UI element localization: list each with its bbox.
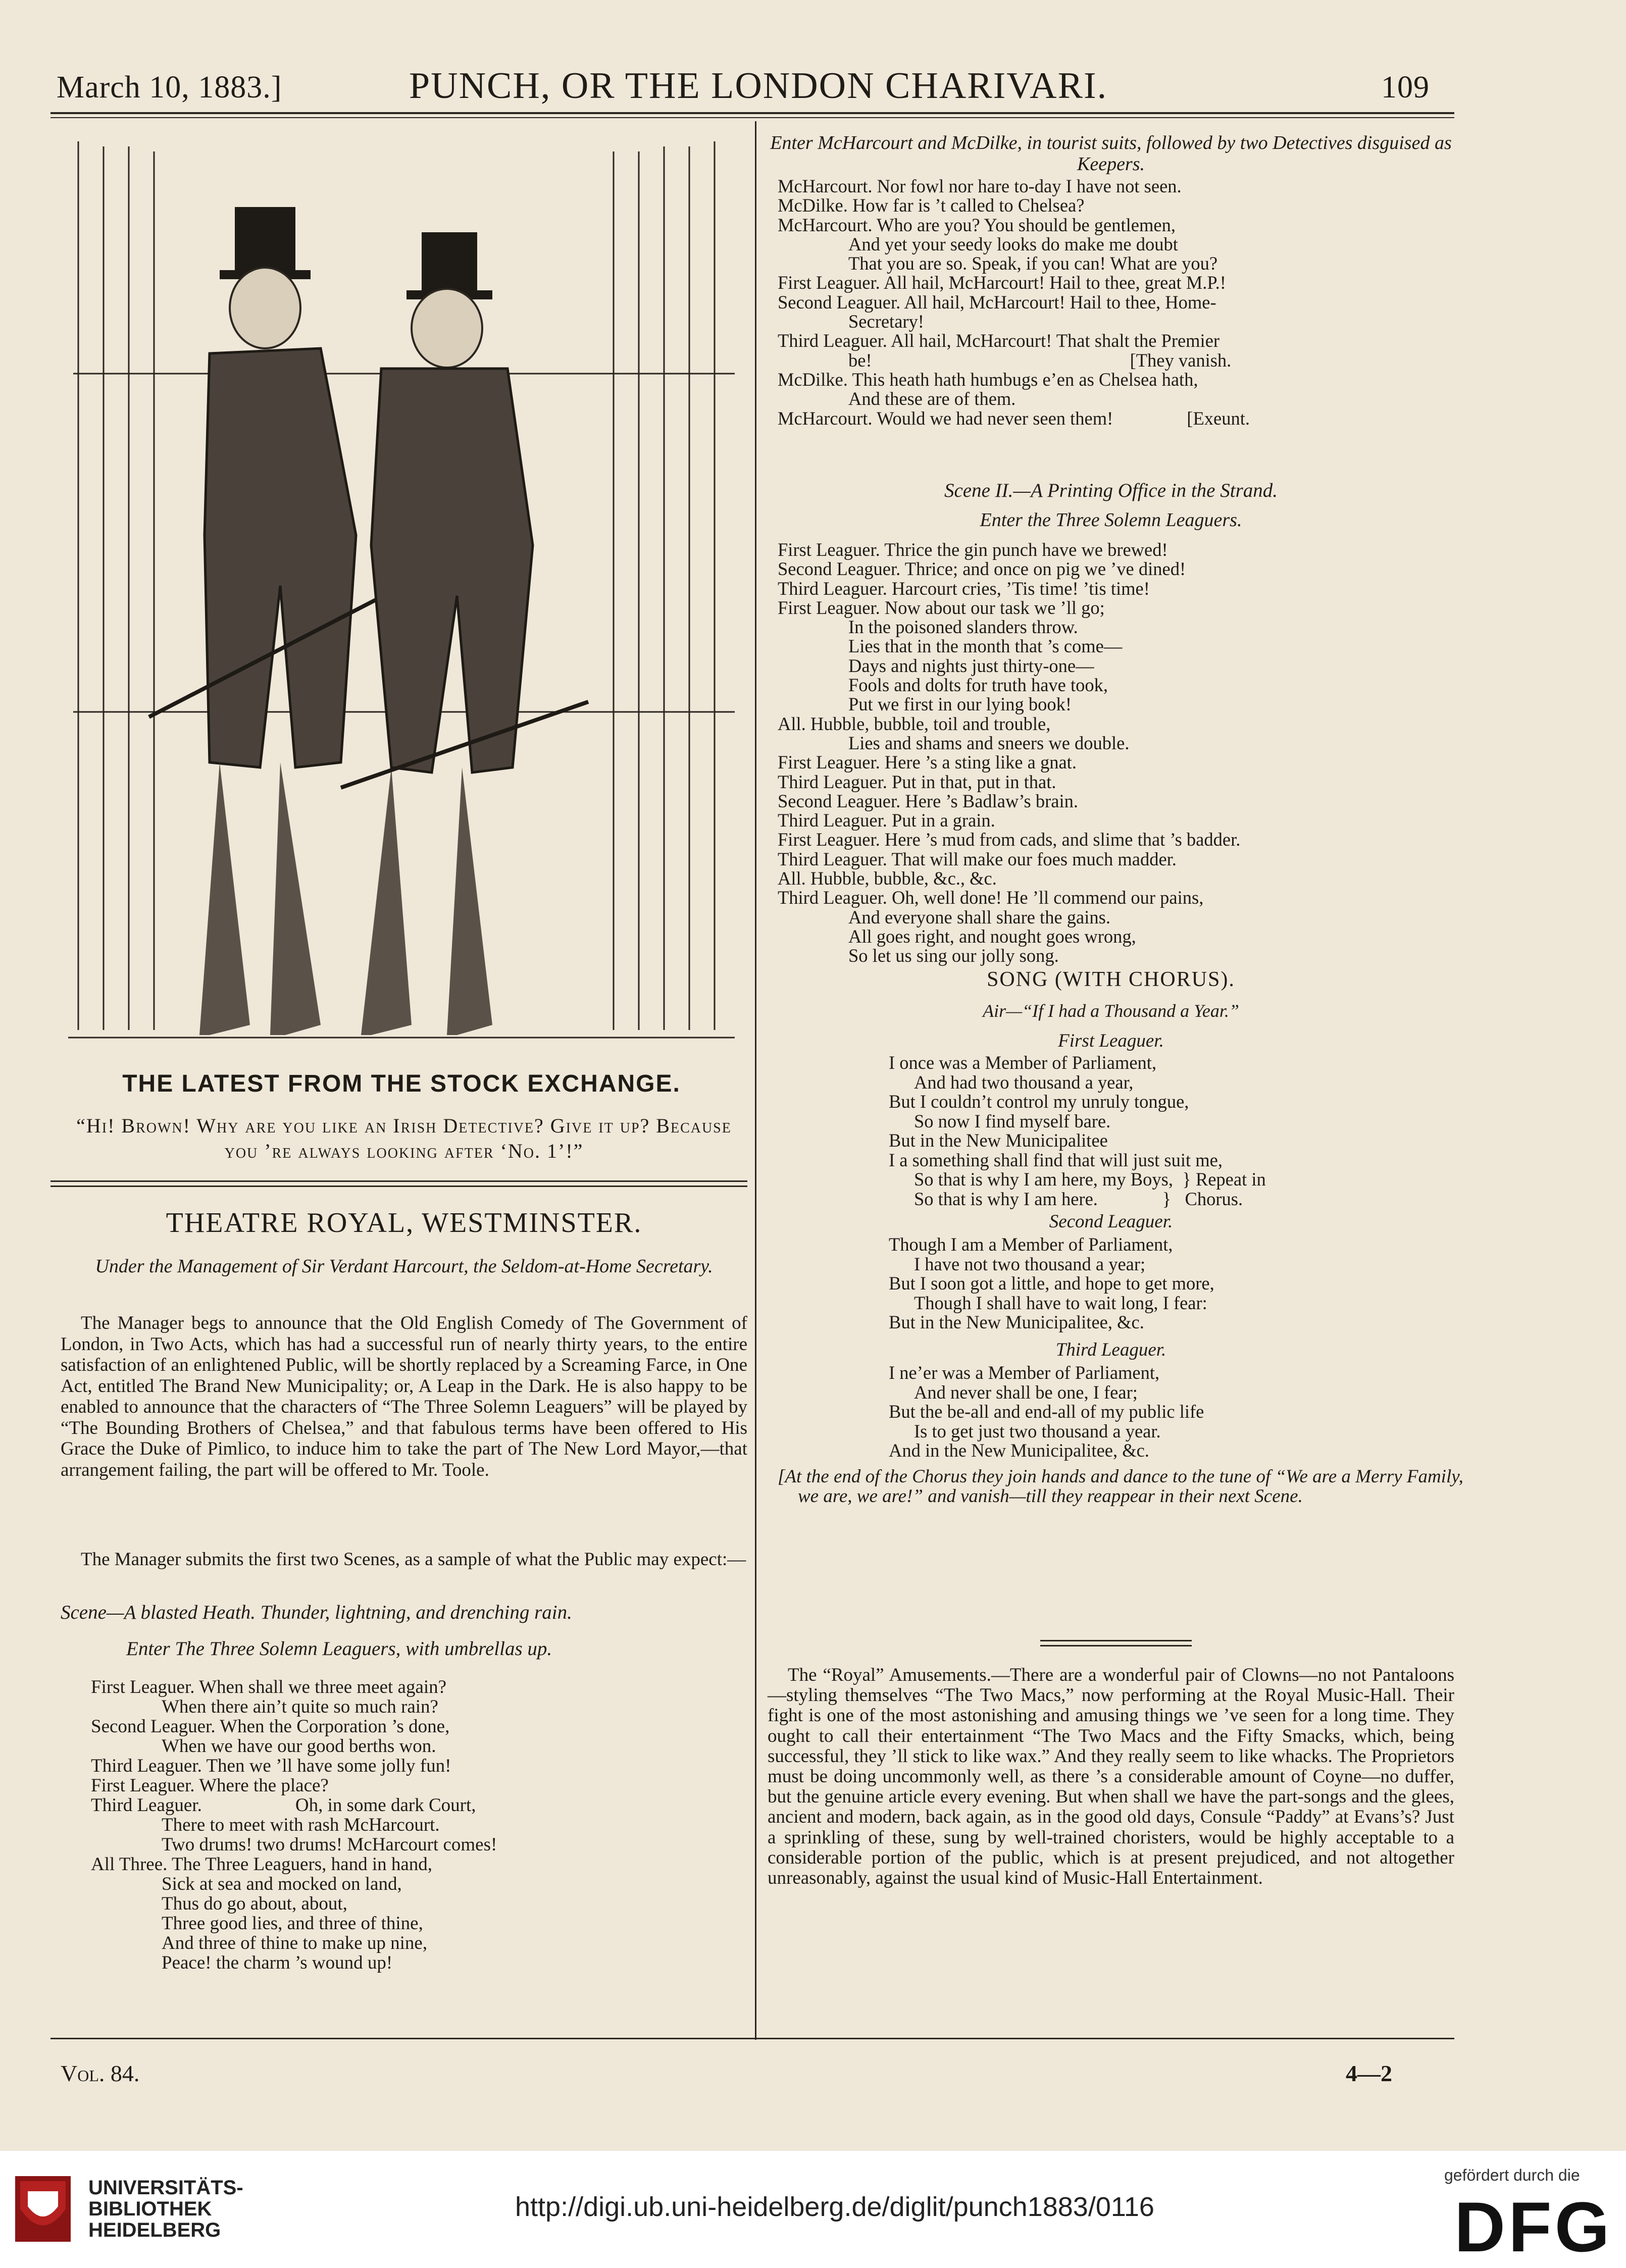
- cartoon-illustration: [58, 131, 745, 1070]
- verse-line: But I couldn’t control my unruly tongue,: [889, 1091, 1189, 1112]
- song-third-leaguer-heading: Third Leaguer.: [1055, 1339, 1166, 1360]
- verse-line: Second Leaguer. Here ’s Badlaw’s brain.: [778, 790, 1078, 811]
- verse-line: And never shall be one, I fear;: [914, 1381, 1138, 1403]
- verse-line: Fools and dolts for truth have took,: [848, 675, 1108, 696]
- song-first-leaguer-heading: First Leaguer.: [1058, 1030, 1164, 1051]
- verse-line: All. Hubble, bubble, toil and trouble,: [778, 713, 1051, 734]
- verse-line: When there ain’t quite so much rain?: [162, 1696, 438, 1717]
- scene2-enter: Enter the Three Solemn Leaguers.: [980, 509, 1242, 531]
- funder-label: gefördert durch die: [1444, 2166, 1580, 2184]
- funder-logo: DFG: [1454, 2187, 1613, 2266]
- verse-line: I a something shall find that will just suit me,: [889, 1149, 1223, 1170]
- header-rule-thin: [50, 117, 1454, 118]
- verse-line: So that is why I am here, my Boys, } Repeat in: [914, 1169, 1266, 1190]
- verse-line: McDilke. How far is ’t called to Chelsea?: [778, 195, 1085, 216]
- verse-line: So that is why I am here. } Chorus.: [914, 1188, 1243, 1209]
- verse-line: Third Leaguer. Oh, well done! He ’ll commend our pains,: [778, 887, 1204, 908]
- verse-line: And in the New Municipalitee, &c.: [889, 1440, 1149, 1461]
- verse-line: Third Leaguer. Then we ’ll have some jolly fun!: [91, 1756, 451, 1776]
- song-air: Air—“If I had a Thousand a Year.”: [983, 1001, 1239, 1021]
- verse-line: Lies and shams and sneers we double.: [848, 732, 1130, 753]
- verse-line: Thus do go about, about,: [162, 1893, 347, 1914]
- verse-line: Three good lies, and three of thine,: [162, 1913, 423, 1934]
- stage-direction: [At the end of the Chorus they join hands and dance to the tune of “We are a Merry Family, we are, we are!” and vanish—till they reappear in their next Scene.: [778, 1466, 1463, 1507]
- verse-line: Two drums! two drums! McHarcourt comes!: [162, 1834, 497, 1855]
- verse-line: Third Leaguer. Put in a grain.: [778, 810, 995, 831]
- verse-line: First Leaguer. Here ’s a sting like a gnat.: [778, 752, 1077, 773]
- royal-amusements: The “Royal” Amusements.—There are a wonderful pair of Clowns—no not Pantaloons—styling themselves “The Two Macs,” now performing at the Royal Music-Hall. Their fight is one of the most astonishing and amusing things we ’ve seen for a long time. They ought to call their entertainment “The Two Macs and the Fifty Smacks, which, being successful, they ’ll stick to like wax.” And they really seem to like whacks. The Proprietors must be doing uncommonly well, as there ’s a considerable amount of Coyne—no duffer, but the genuine article every evening. But when shall we have the part-songs and the glees, ancient and modern, back again, as in the good old days, Consule “Paddy” at Evans’s? Just a sprinkling of these, sung by well-trained choristers, would be highly acceptable to a considerable portion of the public, which is at present prejudiced, and not altogether unreasonably, against the usual kind of Music-Hall Entertainment.: [768, 1665, 1454, 1889]
- section-rule-2: [50, 1185, 747, 1187]
- theatre-management: Under the Management of Sir Verdant Harcourt, the Seldom-at-Home Secretary.: [95, 1256, 713, 1277]
- verse-line: Third Leaguer. That will make our foes much madder.: [778, 848, 1177, 869]
- short-rule-2: [1040, 1645, 1192, 1646]
- verse-line: I ne’er was a Member of Parliament,: [889, 1362, 1160, 1383]
- verse-line: And yet your seedy looks do make me doubt: [848, 233, 1178, 254]
- verse-line: And these are of them.: [848, 388, 1016, 409]
- song-verse-1: [889, 1053, 1454, 1209]
- short-rule: [1040, 1640, 1192, 1641]
- verse-line: All goes right, and nought goes wrong,: [848, 925, 1136, 947]
- verse-line: First Leaguer. Thrice the gin punch have we brewed!: [778, 539, 1168, 560]
- verse-line: Third Leaguer. Harcourt cries, ’Tis time! ’tis time!: [778, 578, 1150, 599]
- verse-line: Put we first in our lying book!: [848, 694, 1072, 715]
- verse-line: Peace! the charm ’s wound up!: [162, 1952, 393, 1973]
- scene1-dialogue: [91, 1677, 742, 1973]
- verse-line: be! [They vanish.: [848, 349, 1232, 371]
- verse-line: Though I am a Member of Parliament,: [889, 1234, 1173, 1255]
- verse-line: Though I shall have to wait long, I fear:: [914, 1292, 1207, 1313]
- theatre-title: THEATRE ROYAL, WESTMINSTER.: [166, 1207, 642, 1239]
- verse-line: McHarcourt. Who are you? You should be gentlemen,: [778, 214, 1176, 235]
- university-seal-icon: [10, 2171, 76, 2247]
- verse-line: When we have our good berths won.: [162, 1736, 436, 1757]
- song-second-leaguer-heading: Second Leaguer.: [1049, 1211, 1173, 1232]
- header-rule: [50, 112, 1454, 114]
- cartoon-caption-text: “Hi! Brown! Why are you like an Irish Detective? Give it up? Because you ’re always looking after ‘No. 1’!”: [76, 1114, 732, 1162]
- verse-line: So now I find myself bare.: [914, 1110, 1111, 1131]
- verse-line: In the poisoned slanders throw.: [848, 616, 1078, 638]
- cartoon-caption-title: THE LATEST FROM THE STOCK EXCHANGE.: [122, 1070, 681, 1097]
- verse-line: But in the New Municipalitee: [889, 1130, 1108, 1151]
- verse-line: I once was a Member of Parliament,: [889, 1052, 1157, 1073]
- verse-line: And three of thine to make up nine,: [162, 1933, 428, 1953]
- verse-line: First Leaguer. Here ’s mud from cads, and slime that ’s badder.: [778, 829, 1241, 850]
- verse-line: Lies that in the month that ’s come—: [848, 636, 1123, 657]
- footer-rule: [50, 2038, 1454, 2039]
- verse-line: Third Leaguer. All hail, McHarcourt! That shalt the Premier: [778, 330, 1220, 351]
- verse-line: Sick at sea and mocked on land,: [162, 1874, 402, 1894]
- song-verse-3: [889, 1363, 1454, 1461]
- verse-line: First Leaguer. Where the place?: [91, 1775, 329, 1796]
- column-divider: [755, 121, 756, 2040]
- verse-line: But in the New Municipalitee, &c.: [889, 1312, 1144, 1332]
- section-rule: [50, 1180, 747, 1182]
- scene2-heading: Scene II.—A Printing Office in the Strand.: [944, 480, 1278, 501]
- verse-line: Days and nights just thirty-one—: [848, 655, 1094, 676]
- theatre-submits: The Manager submits the first two Scenes, as a sample of what the Public may expect:—: [81, 1549, 746, 1570]
- footer-volume: Vol. 84.: [61, 2060, 140, 2086]
- header-page-number: 109: [1381, 70, 1430, 105]
- verse-line: Secretary!: [848, 311, 924, 332]
- verse-line: All. Hubble, bubble, &c., &c.: [778, 868, 997, 889]
- theatre-announcement: The Manager begs to announce that the Old English Comedy of The Government of London, in Two Acts, which has had a successful run of nearly thirty years, to the entire satisfaction of an enlightened Public, will be shortly replaced by a Screaming Farce, in One Act, entitled The Brand New Municipality; or, A Leap in the Dark. He is also happy to be enabled to announce that the characters of “The Three Solemn Leaguers” will be played by “The Bounding Brothers of Chelsea,” and that fabulous terms have been offered to His Grace the Duke of Pimlico, to induce him to take the part of The New Lord Mayor,—that arrangement failing, the part will be offered to Mr. Toole.: [61, 1313, 747, 1480]
- verse-line: So let us sing our jolly song.: [848, 945, 1059, 966]
- library-name: UNIVERSITÄTS- BIBLIOTHEK HEIDELBERG: [88, 2177, 243, 2241]
- right-dialogue-2: [778, 540, 1454, 966]
- scene1-heading: Scene—A blasted Heath. Thunder, lightning, and drenching rain.: [61, 1602, 572, 1623]
- right-enter1: Enter McHarcourt and McDilke, in tourist suits, followed by two Detectives disguised as Keepers.: [770, 132, 1452, 175]
- verse-line: Third Leaguer. Put in that, put in that.: [778, 771, 1056, 792]
- verse-line: Second Leaguer. When the Corporation ’s done,: [91, 1716, 450, 1737]
- verse-line: First Leaguer. Now about our task we ’ll go;: [778, 597, 1105, 618]
- verse-line: But the be-all and end-all of my public life: [889, 1401, 1204, 1422]
- verse-line: McDilke. This heath hath humbugs e’en as Chelsea hath,: [778, 369, 1198, 390]
- header-date: March 10, 1883.]: [57, 70, 282, 105]
- verse-line: But I soon got a little, and hope to get more,: [889, 1273, 1214, 1294]
- verse-line: First Leaguer. When shall we three meet again?: [91, 1677, 447, 1697]
- verse-line: And had two thousand a year,: [914, 1071, 1134, 1093]
- verse-line: Third Leaguer. Oh, in some dark Court,: [91, 1795, 476, 1816]
- verse-line: There to meet with rash McHarcourt.: [162, 1815, 440, 1835]
- song-verse-2: [889, 1235, 1454, 1332]
- verse-line: I have not two thousand a year;: [914, 1253, 1146, 1274]
- verse-line: Is to get just two thousand a year.: [914, 1420, 1161, 1441]
- right-dialogue-1: [778, 177, 1454, 428]
- verse-line: McHarcourt. Would we had never seen them! [Exeunt.: [778, 407, 1250, 429]
- verse-line: McHarcourt. Nor fowl nor hare to-day I have not seen.: [778, 176, 1182, 196]
- verse-line: Second Leaguer. All hail, McHarcourt! Hail to thee, Home-: [778, 291, 1216, 313]
- verse-line: That you are so. Speak, if you can! What are you?: [848, 253, 1218, 274]
- permalink-url[interactable]: http://digi.ub.uni-heidelberg.de/diglit/punch1883/0116: [515, 2192, 1154, 2222]
- scene1-enter: Enter The Three Solemn Leaguers, with umbrellas up.: [126, 1638, 552, 1660]
- verse-line: And everyone shall share the gains.: [848, 906, 1110, 927]
- verse-line: All Three. The Three Leaguers, hand in hand,: [91, 1854, 433, 1875]
- song-title: SONG (WITH CHORUS).: [987, 968, 1235, 991]
- verse-line: Second Leaguer. Thrice; and once on pig we ’ve dined!: [778, 558, 1186, 580]
- footer-signature: 4—2: [1346, 2060, 1392, 2086]
- verse-line: First Leaguer. All hail, McHarcourt! Hail to thee, great M.P.!: [778, 272, 1226, 293]
- header-title: PUNCH, OR THE LONDON CHARIVARI.: [409, 65, 1108, 107]
